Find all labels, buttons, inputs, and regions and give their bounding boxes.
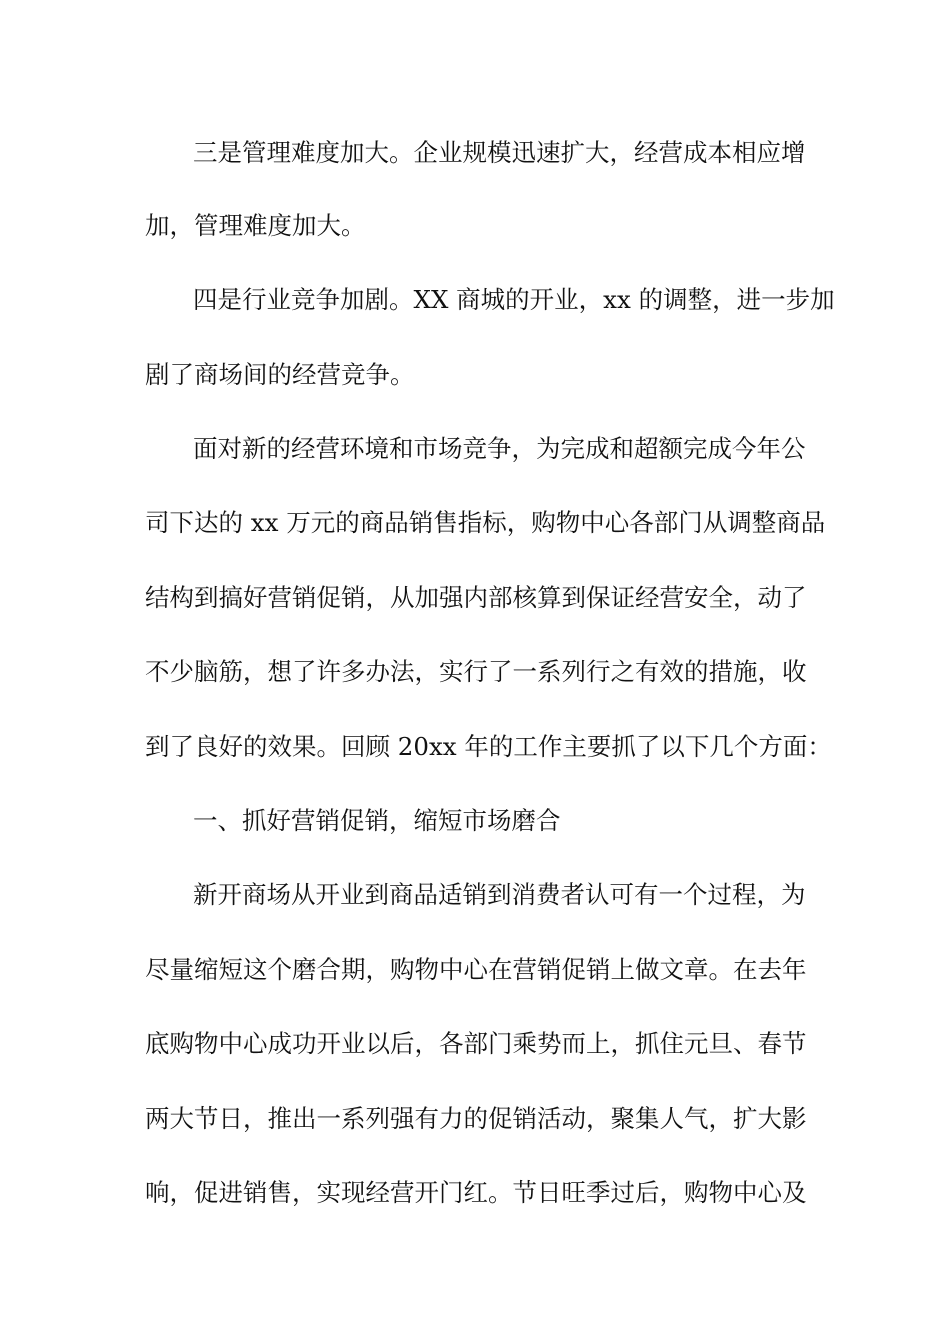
paragraph-line: 到了良好的效果。回顾 20xx 年的工作主要抓了以下几个方面：	[145, 732, 832, 761]
paragraph-line: 底购物中心成功开业以后，各部门乘势而上，抓住元旦、春节	[145, 1029, 807, 1058]
paragraph-line: 不少脑筋，想了许多办法，实行了一系列行之有效的措施，收	[145, 657, 807, 686]
paragraph-line: 结构到搞好营销促销，从加强内部核算到保证经营安全，动了	[145, 583, 807, 612]
paragraph-line: 四是行业竞争加剧。XX 商城的开业，xx 的调整，进一步加	[193, 285, 835, 314]
paragraph-line: 加，管理难度加大。	[145, 211, 366, 240]
paragraph-line: 三是管理难度加大。企业规模迅速扩大，经营成本相应增	[193, 138, 806, 167]
paragraph-line: 两大节日，推出一系列强有力的促销活动，聚集人气，扩大影	[145, 1104, 807, 1133]
paragraph-line: 响，促进销售，实现经营开门红。节日旺季过后，购物中心及	[145, 1178, 807, 1207]
paragraph-line: 新开商场从开业到商品适销到消费者认可有一个过程，为	[193, 880, 806, 909]
paragraph-line: 尽量缩短这个磨合期，购物中心在营销促销上做文章。在去年	[145, 955, 807, 984]
paragraph-line: 司下达的 xx 万元的商品销售指标，购物中心各部门从调整商品	[145, 508, 826, 537]
paragraph-line: 面对新的经营环境和市场竞争，为完成和超额完成今年公	[193, 434, 806, 463]
paragraph-line: 剧了商场间的经营竞争。	[145, 360, 415, 389]
section-heading: 一、抓好营销促销，缩短市场磨合	[193, 806, 561, 835]
